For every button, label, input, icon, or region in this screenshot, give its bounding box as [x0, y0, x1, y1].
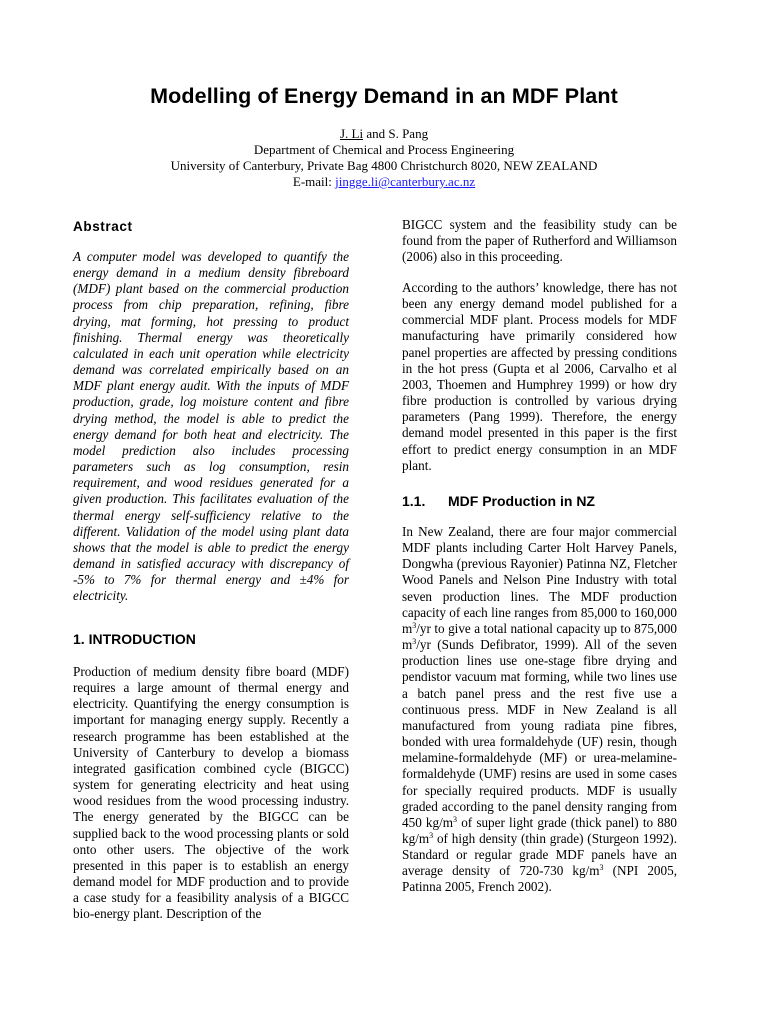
author-line [0, 126, 768, 142]
right-paragraph-3 [402, 524, 677, 896]
superscript-3: 3 [412, 620, 417, 630]
abstract-body [73, 249, 349, 604]
p3-part-d: of super light grade (thick panel) to 880 kg/m [402, 814, 678, 846]
author-coauthor: and S. Pang [363, 126, 429, 141]
introduction-body [73, 664, 349, 923]
section-heading-mdf-production [402, 493, 595, 509]
email-label: E-mail: [292, 174, 336, 189]
right-paragraph-3-text [402, 524, 677, 896]
superscript-3: 3 [412, 637, 417, 647]
email-link[interactable]: jingge.li@canterbury.ac.nz [335, 174, 476, 189]
author-department: Department of Chemical and Process Engineering [253, 142, 515, 157]
p3-part-f: (NPI 2005, Patinna 2005, French 2002). [402, 863, 677, 895]
right-paragraph-1-text: BIGCC system and the feasibility study can be found from the paper of Rutherford and Williamson (2006) also in this proceeding. [402, 217, 677, 265]
right-paragraph-2-text: According to the authors’ knowledge, there has not been any energy demand model published for a commercial MDF plant. Process models for MDF manufacturing have primarily considered how panel properties are affected by pressing conditions in the hot press (Gupta et al 2006, Carvalho et al 2003, Thoemen and Humphrey 1999) or how dry fibre production is controlled by various drying parameters (Pang 1999). Therefore, the energy demand model presented in this paper is the first effort to predict energy consumption in an MDF plant. [402, 280, 677, 473]
section-title: MDF Production in NZ [448, 493, 595, 509]
p3-part-a: In New Zealand, there are four major commercial MDF plants including Carter Holt Harvey Panels, Dongwha (previous Rayonier) Patinna NZ, Fletcher Wood Panels and Nelson Pine Industry with total seven production lines. The MDF production capacity of each line ranges from 85,000 to 160,000 m [402, 524, 677, 636]
abstract-heading: Abstract [73, 219, 133, 234]
author-email-line [0, 174, 768, 190]
p3-part-e: of high density (thin grade) (Sturgeon 1992). Standard or regular grade MDF panels have an average density of 720-730 kg/m [402, 830, 677, 879]
p3-part-c: /yr (Sunds Defibrator, 1999). All of the seven production lines use one-stage fibre drying and pendistor vacuum mat forming, while two lines use a batch panel press and the rest five use a continuous press. MDF in New Zealand is all manufactured from young radiata pine fibres, bonded with urea formaldehyde (UF) resin, though melamine-formaldehyde (MF) or urea-melamine-formaldehyde (UMF) resins are used in some cases for specially required products. MDF is usually graded according to the panel density ranging from 450 kg/m [402, 637, 677, 830]
superscript-3: 3 [599, 863, 604, 873]
paper-title: Modelling of Energy Demand in an MDF Plant [150, 84, 618, 108]
abstract-text: A computer model was developed to quantify the energy demand in a medium density fibreboard (MDF) plant based on the commercial production process from chip preparation, refining, fibre drying, mat forming, hot pressing to product finishing. Thermal energy was theoretically calculated in each unit operation while electricity demand was correlated empirically based on an MDF plant energy audit. With the inputs of MDF production, grade, log moisture content and fibre drying method, the model is able to predict the energy demand for both heat and electricity. The model prediction also includes processing parameters such as log consumption, resin requirement, and wood residues generated for a given production. This facilitates evaluation of the thermal energy self-sufficiency relative to the different. Validation of the model using plant data shows that the model is able to predict the energy demand in satisfied accuracy with discrepancy of -5% to 7% for thermal energy and ±4% for electricity. [73, 249, 349, 604]
author-name-link[interactable]: J. Li [339, 126, 364, 141]
section-number: 1.1. [402, 493, 426, 509]
right-paragraph-1 [402, 217, 677, 265]
p3-part-b: /yr to give a total national capacity up to 875,000 m [402, 620, 677, 653]
introduction-text: Production of medium density fibre board (MDF) requires a large amount of thermal energy and electricity. Quantifying the energy consumption is important for managing energy supply. Recently a research programme has been established at the University of Canterbury to develop a biomass integrated gasification combined cycle (BIGCC) system for generating electricity and heat using wood residues from the wood processing industry. The energy generated by the BIGCC can be supplied back to the wood processing plants or sold onto other users. The objective of the work presented in this paper is to establish an energy demand model for MDF production and to provide a case study for a feasibility analysis of a BIGCC bio-energy plant. Description of the [73, 664, 349, 922]
superscript-3: 3 [429, 830, 434, 840]
author-block [0, 126, 768, 190]
superscript-3: 3 [453, 814, 458, 824]
author-affiliation: University of Canterbury, Private Bag 4800 Christchurch 8020, NEW ZEALAND [170, 158, 598, 173]
right-paragraph-2 [402, 280, 677, 474]
introduction-heading: 1. INTRODUCTION [73, 631, 196, 647]
